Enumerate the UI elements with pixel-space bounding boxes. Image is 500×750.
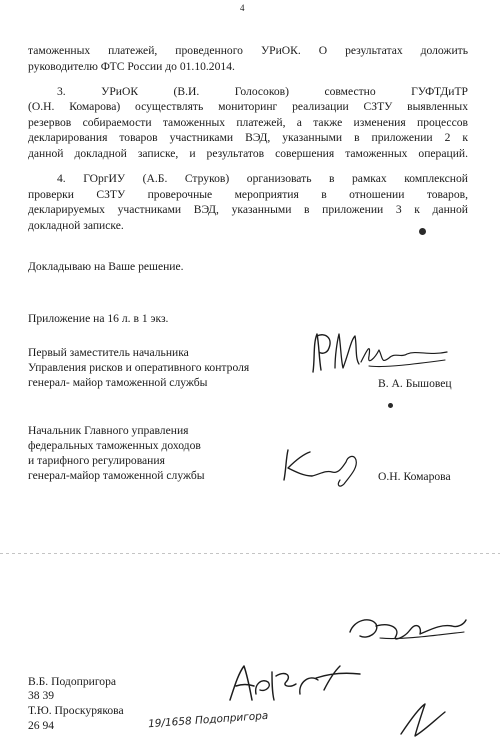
handwritten-note: 19/1658 Подопригора (147, 709, 269, 731)
signatory2-title-line: Начальник Главного управления (28, 424, 189, 437)
handwritten-mark (395, 700, 455, 745)
signatory2-title-line: федеральных таможенных доходов (28, 439, 201, 452)
paragraph-4-line: 4. ГОргИУ (А.Б. Струков) организовать в рамках комплексной (57, 172, 468, 185)
report-line: Докладываю на Ваше решение. (28, 260, 184, 273)
signatory2-name: О.Н. Комарова (378, 470, 451, 483)
paragraph-4-line: проверки СЗТУ проверочные мероприятия в отношении товаров, (28, 188, 468, 201)
signatory1-title-line: Первый заместитель начальника (28, 346, 189, 359)
paragraph-3-line: данной докладной записке, и результатов совершения таможенных операций. (28, 147, 468, 160)
paragraph-3-line: декларирования товаров участниками ВЭД, указанными в приложении 2 к (28, 131, 468, 144)
executor-phone: 38 39 (28, 689, 55, 702)
paragraph-4-line: декларируемых участниками ВЭД, указанными в приложении 3 к данной (28, 203, 468, 216)
attachment-line: Приложение на 16 л. в 1 экз. (28, 312, 169, 325)
executor-phone: 26 94 (28, 719, 55, 732)
executor-name: В.Б. Подопригора (28, 675, 117, 688)
signature-komarova (270, 446, 370, 495)
handwritten-initials (220, 660, 370, 713)
paragraph-3-line: (О.Н. Комарова) осуществлять мониторинг реализации СЗТУ выявленных (28, 100, 468, 113)
resolution-signature (340, 610, 470, 655)
signatory2-title-line: генерал-майор таможенной службы (28, 469, 205, 482)
ink-dot (419, 228, 426, 235)
signatory1-title-line: генерал- майор таможенной службы (28, 376, 208, 389)
paragraph-continuation-line: таможенных платежей, проведенного УРиОК. О результатах доложить (28, 44, 468, 57)
paragraph-3-line: 3. УРиОК (В.И. Голосоков) совместно ГУФТДиТР (57, 85, 468, 98)
page-number: 4 (240, 3, 245, 13)
signatory2-title-line: и тарифного регулирования (28, 454, 165, 467)
signature-byshovets (305, 328, 455, 385)
page-fold-line (0, 553, 500, 554)
paragraph-3-line: резервов собираемости таможенных платежей, а также изменения процессов (28, 116, 468, 129)
signatory1-name: В. А. Бышовец (378, 377, 452, 390)
paragraph-continuation-line: руководителю ФТС России до 01.10.2014. (28, 60, 235, 73)
executor-name: Т.Ю. Проскурякова (28, 704, 124, 717)
ink-dot (388, 403, 393, 408)
paragraph-4-line: докладной записке. (28, 219, 124, 232)
signatory1-title-line: Управления рисков и оперативного контроля (28, 361, 250, 374)
